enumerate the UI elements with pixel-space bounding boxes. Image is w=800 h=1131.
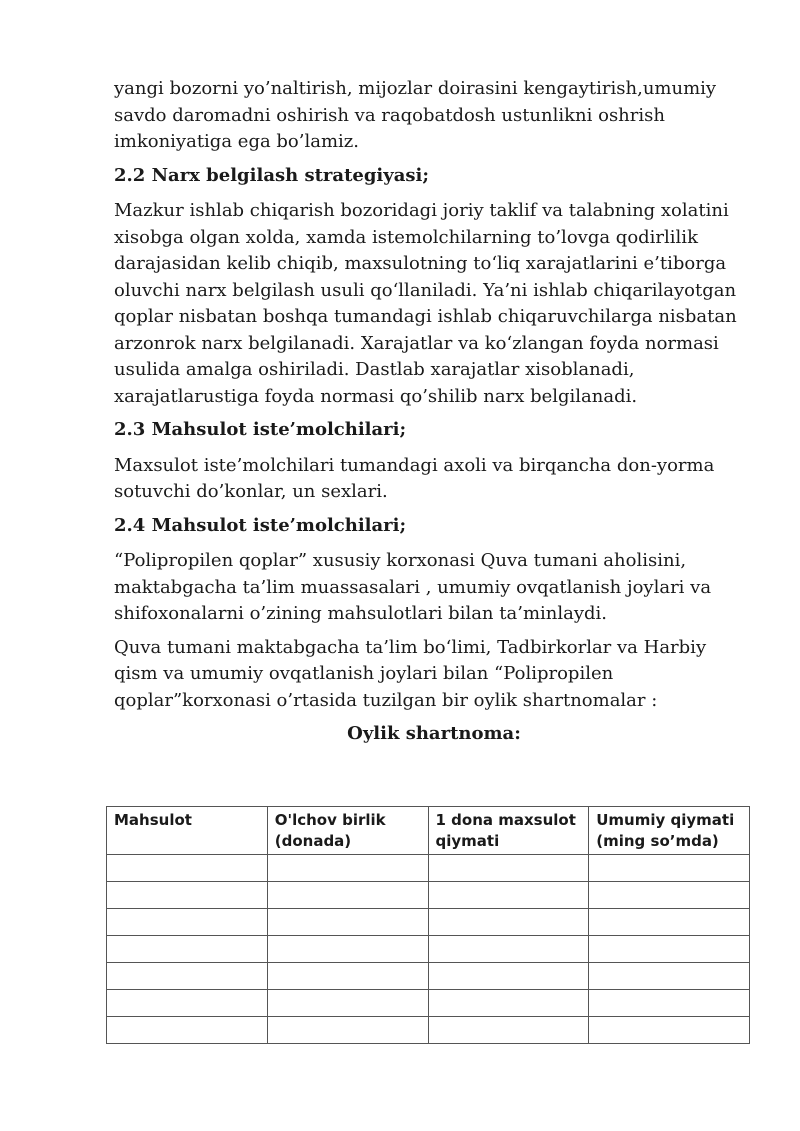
- header-product: Mahsulot: [107, 807, 268, 855]
- table-row: [107, 936, 750, 963]
- table-header-row: [107, 807, 750, 855]
- table-row: [107, 855, 750, 882]
- table-cell: [589, 909, 750, 936]
- heading-consumers-2-3: 2.3 Mahsulot iste’molchilari;: [114, 419, 407, 440]
- table-cell: [428, 936, 589, 963]
- table-cell: [428, 909, 589, 936]
- table-cell: [107, 855, 268, 882]
- paragraph-consumers: Maxsulot iste’molchilari tumandagi axoli va birqancha don-yorma sotuvchi do’konlar, un sexlari.: [114, 454, 715, 502]
- heading-consumers-2-4: 2.4 Mahsulot iste’molchilari;: [114, 514, 407, 536]
- table-row: [107, 990, 750, 1017]
- table-cell: [589, 855, 750, 882]
- table-row: [107, 1017, 750, 1044]
- heading-pricing-strategy: 2.2 Narx belgilash strategiyasi;: [114, 164, 429, 186]
- table-cell: [107, 882, 268, 909]
- table-title: Oylik shartnoma:: [347, 723, 521, 744]
- table-cell: [428, 855, 589, 882]
- document-page: [114, 76, 754, 753]
- table-cell: [428, 963, 589, 990]
- table-cell: [589, 990, 750, 1017]
- monthly-contract-table: [106, 806, 750, 1044]
- table-cell: [107, 1017, 268, 1044]
- table-cell: [428, 990, 589, 1017]
- table-cell: [589, 963, 750, 990]
- table-row: [107, 963, 750, 990]
- table-cell: [267, 855, 428, 882]
- table-cell: [267, 882, 428, 909]
- table-row: [107, 909, 750, 936]
- table-cell: [589, 882, 750, 909]
- table-cell: [267, 963, 428, 990]
- table-cell: [589, 1017, 750, 1044]
- table-row: [107, 882, 750, 909]
- table-cell: [267, 909, 428, 936]
- table-cell: [107, 990, 268, 1017]
- paragraph-enterprise: “Polipropilen qoplar” xususiy korxonasi Quva tumani aholisini, maktabgacha ta’lim muassasalari , umumiy ovqatlanish joylari va shifoxonalarni o’zining mahsulotlari bilan ta’minlaydi.: [114, 550, 712, 624]
- table-cell: [428, 1017, 589, 1044]
- table-cell: [107, 963, 268, 990]
- table-cell: [589, 936, 750, 963]
- header-unit: O'lchov birlik (donada): [267, 807, 428, 855]
- table-cell: [267, 936, 428, 963]
- paragraph-pricing: Mazkur ishlab chiqarish bozoridagi joriy taklif va talabning xolatini xisobga olgan xolda, xamda istemolchilarning to’lovga qodirlilik darajasidan kelib chiqib, maxsulotning toʻliq xarajatlarini e’tiborga oluvchi narx belgilash usuli qoʻllaniladi. Ya’ni ishlab chiqarilayotgan qoplar nisbatan boshqa tumandagi ishlab chiqaruvchilarga nisbatan arzonrok narx belgilanadi. Xarajatlar va koʻzlangan foyda normasi usulida amalga oshiriladi. Dastlab xarajatlar xisoblanadi, xarajatlarustiga foyda normasi qo’shilib narx belgilanadi.: [114, 200, 737, 407]
- table-cell: [267, 1017, 428, 1044]
- table-cell: [107, 909, 268, 936]
- paragraph-contracts: Quva tumani maktabgacha ta’lim boʻlimi, Tadbirkorlar va Harbiy qism va umumiy ovqatlanish joylari bilan “Polipropilen qoplar”korxonasi o’rtasida tuzilgan bir oylik shartnomalar :: [114, 636, 707, 711]
- table-cell: [267, 990, 428, 1017]
- table-cell: [107, 936, 268, 963]
- paragraph-intro: yangi bozorni yo’naltirish, mijozlar doirasini kengaytirish,umumiy savdo daromadni oshirish va raqobatdosh ustunlikni oshrish imkoniyatiga ega bo’lamiz.: [114, 78, 717, 152]
- table-cell: [428, 882, 589, 909]
- table-body: [107, 855, 750, 1044]
- header-unit-price: 1 dona maxsulot qiymati: [428, 807, 589, 855]
- header-total-value: Umumiy qiymati (ming so’mda): [589, 807, 750, 855]
